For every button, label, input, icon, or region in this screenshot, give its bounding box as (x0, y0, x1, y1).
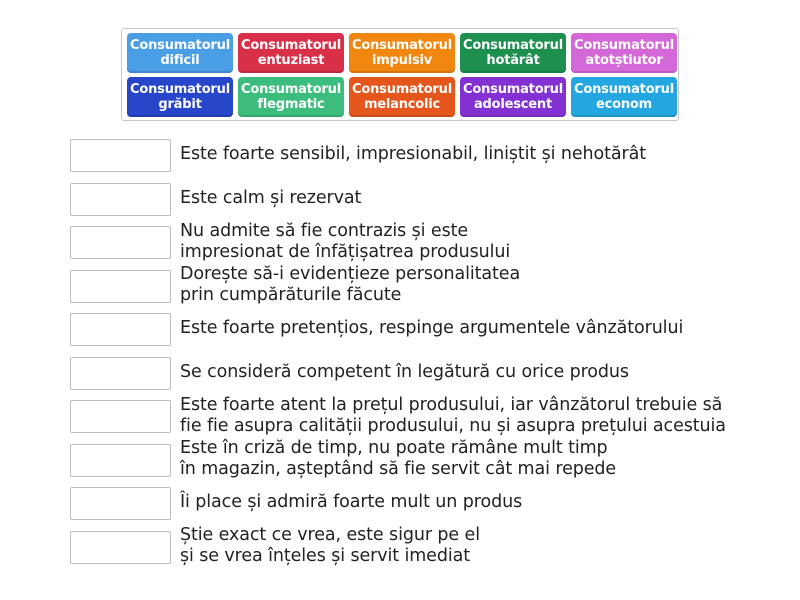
prompt-line1: Este foarte pretențios, respinge argumentele vânzătorului (180, 318, 684, 338)
tile-consumatorul-atotstiutor[interactable] (571, 33, 677, 73)
prompt-9 (180, 492, 750, 513)
tile-label-line1: Consumatorul (352, 82, 452, 97)
tile-label-line1: Consumatorul (241, 82, 341, 97)
tile-label-line2: dificil (160, 53, 200, 68)
tile-label-line1: Consumatorul (574, 82, 674, 97)
tile-label-line2: hotărât (486, 53, 540, 68)
tile-label-line1: Consumatorul (241, 38, 341, 53)
tile-label-line2: atotștiutor (585, 53, 663, 68)
drop-box-5[interactable] (70, 313, 171, 346)
prompt-10 (180, 525, 750, 567)
prompt-7 (180, 395, 750, 437)
drop-box-9[interactable] (70, 487, 171, 520)
tile-consumatorul-entuziast[interactable] (238, 33, 344, 73)
prompt-line1: Este foarte sensibil, impresionabil, liniștit și nehotărât (180, 144, 647, 164)
prompt-line1: Este foarte atent la prețul produsului, iar vânzătorul trebuie să (180, 395, 723, 415)
drop-box-3[interactable] (70, 226, 171, 259)
prompt-8 (180, 438, 750, 480)
tile-label-line1: Consumatorul (463, 38, 563, 53)
prompt-line1: Știe exact ce vrea, este sigur pe el (180, 525, 480, 545)
prompt-1 (180, 144, 750, 165)
drop-box-10[interactable] (70, 531, 171, 564)
prompt-4 (180, 264, 750, 306)
tile-consumatorul-flegmatic[interactable] (238, 77, 344, 117)
tile-label-line2: melancolic (363, 97, 441, 112)
drop-box-6[interactable] (70, 357, 171, 390)
drop-box-4[interactable] (70, 270, 171, 303)
tile-label-line1: Consumatorul (574, 38, 674, 53)
tile-consumatorul-grabit[interactable] (127, 77, 233, 117)
drop-box-8[interactable] (70, 444, 171, 477)
prompt-line1: Este calm și rezervat (180, 188, 362, 208)
prompt-2 (180, 188, 750, 209)
prompt-line1: Dorește să-i evidențieze personalitatea (180, 264, 521, 284)
drop-box-7[interactable] (70, 400, 171, 433)
tile-label-line1: Consumatorul (130, 82, 230, 97)
tile-consumatorul-econom[interactable] (571, 77, 677, 117)
prompt-line2: impresionat de înfățișatrea produsului (180, 242, 511, 262)
prompt-line1: Nu admite să fie contrazis și este (180, 221, 469, 241)
tile-label-line2: econom (596, 97, 652, 112)
prompt-line1: Este în criză de timp, nu poate rămâne mult timp (180, 438, 608, 458)
prompt-line2: prin cumpărăturile făcute (180, 285, 402, 305)
prompt-6 (180, 362, 750, 383)
tile-consumatorul-adolescent[interactable] (460, 77, 566, 117)
tile-label-line2: entuziast (257, 53, 325, 68)
prompt-line2: și se vrea înțeles și servit imediat (180, 546, 470, 566)
tile-consumatorul-impulsiv[interactable] (349, 33, 455, 73)
tile-label-line2: flegmatic (257, 97, 325, 112)
prompt-line2: fie fie asupra calității produsului, nu și asupra prețului acestuia (180, 416, 726, 436)
drop-box-2[interactable] (70, 183, 171, 216)
prompt-line2: în magazin, așteptând să fie servit cât mai repede (180, 459, 617, 479)
tile-label-line2: grăbit (158, 97, 202, 112)
prompt-line1: Se consideră competent în legătură cu orice produs (180, 362, 629, 382)
prompt-5 (180, 318, 750, 339)
tile-label-line1: Consumatorul (463, 82, 563, 97)
tile-consumatorul-melancolic[interactable] (349, 77, 455, 117)
tile-label-line1: Consumatorul (352, 38, 452, 53)
drop-box-1[interactable] (70, 139, 171, 172)
prompt-line1: Îi place și admiră foarte mult un produs (180, 492, 523, 512)
tile-label-line1: Consumatorul (130, 38, 230, 53)
prompt-3 (180, 221, 750, 263)
tile-consumatorul-dificil[interactable] (127, 33, 233, 73)
tile-label-line2: impulsiv (371, 53, 433, 68)
answer-tile-bank (121, 28, 679, 121)
tile-label-line2: adolescent (473, 97, 552, 112)
tile-consumatorul-hotarat[interactable] (460, 33, 566, 73)
